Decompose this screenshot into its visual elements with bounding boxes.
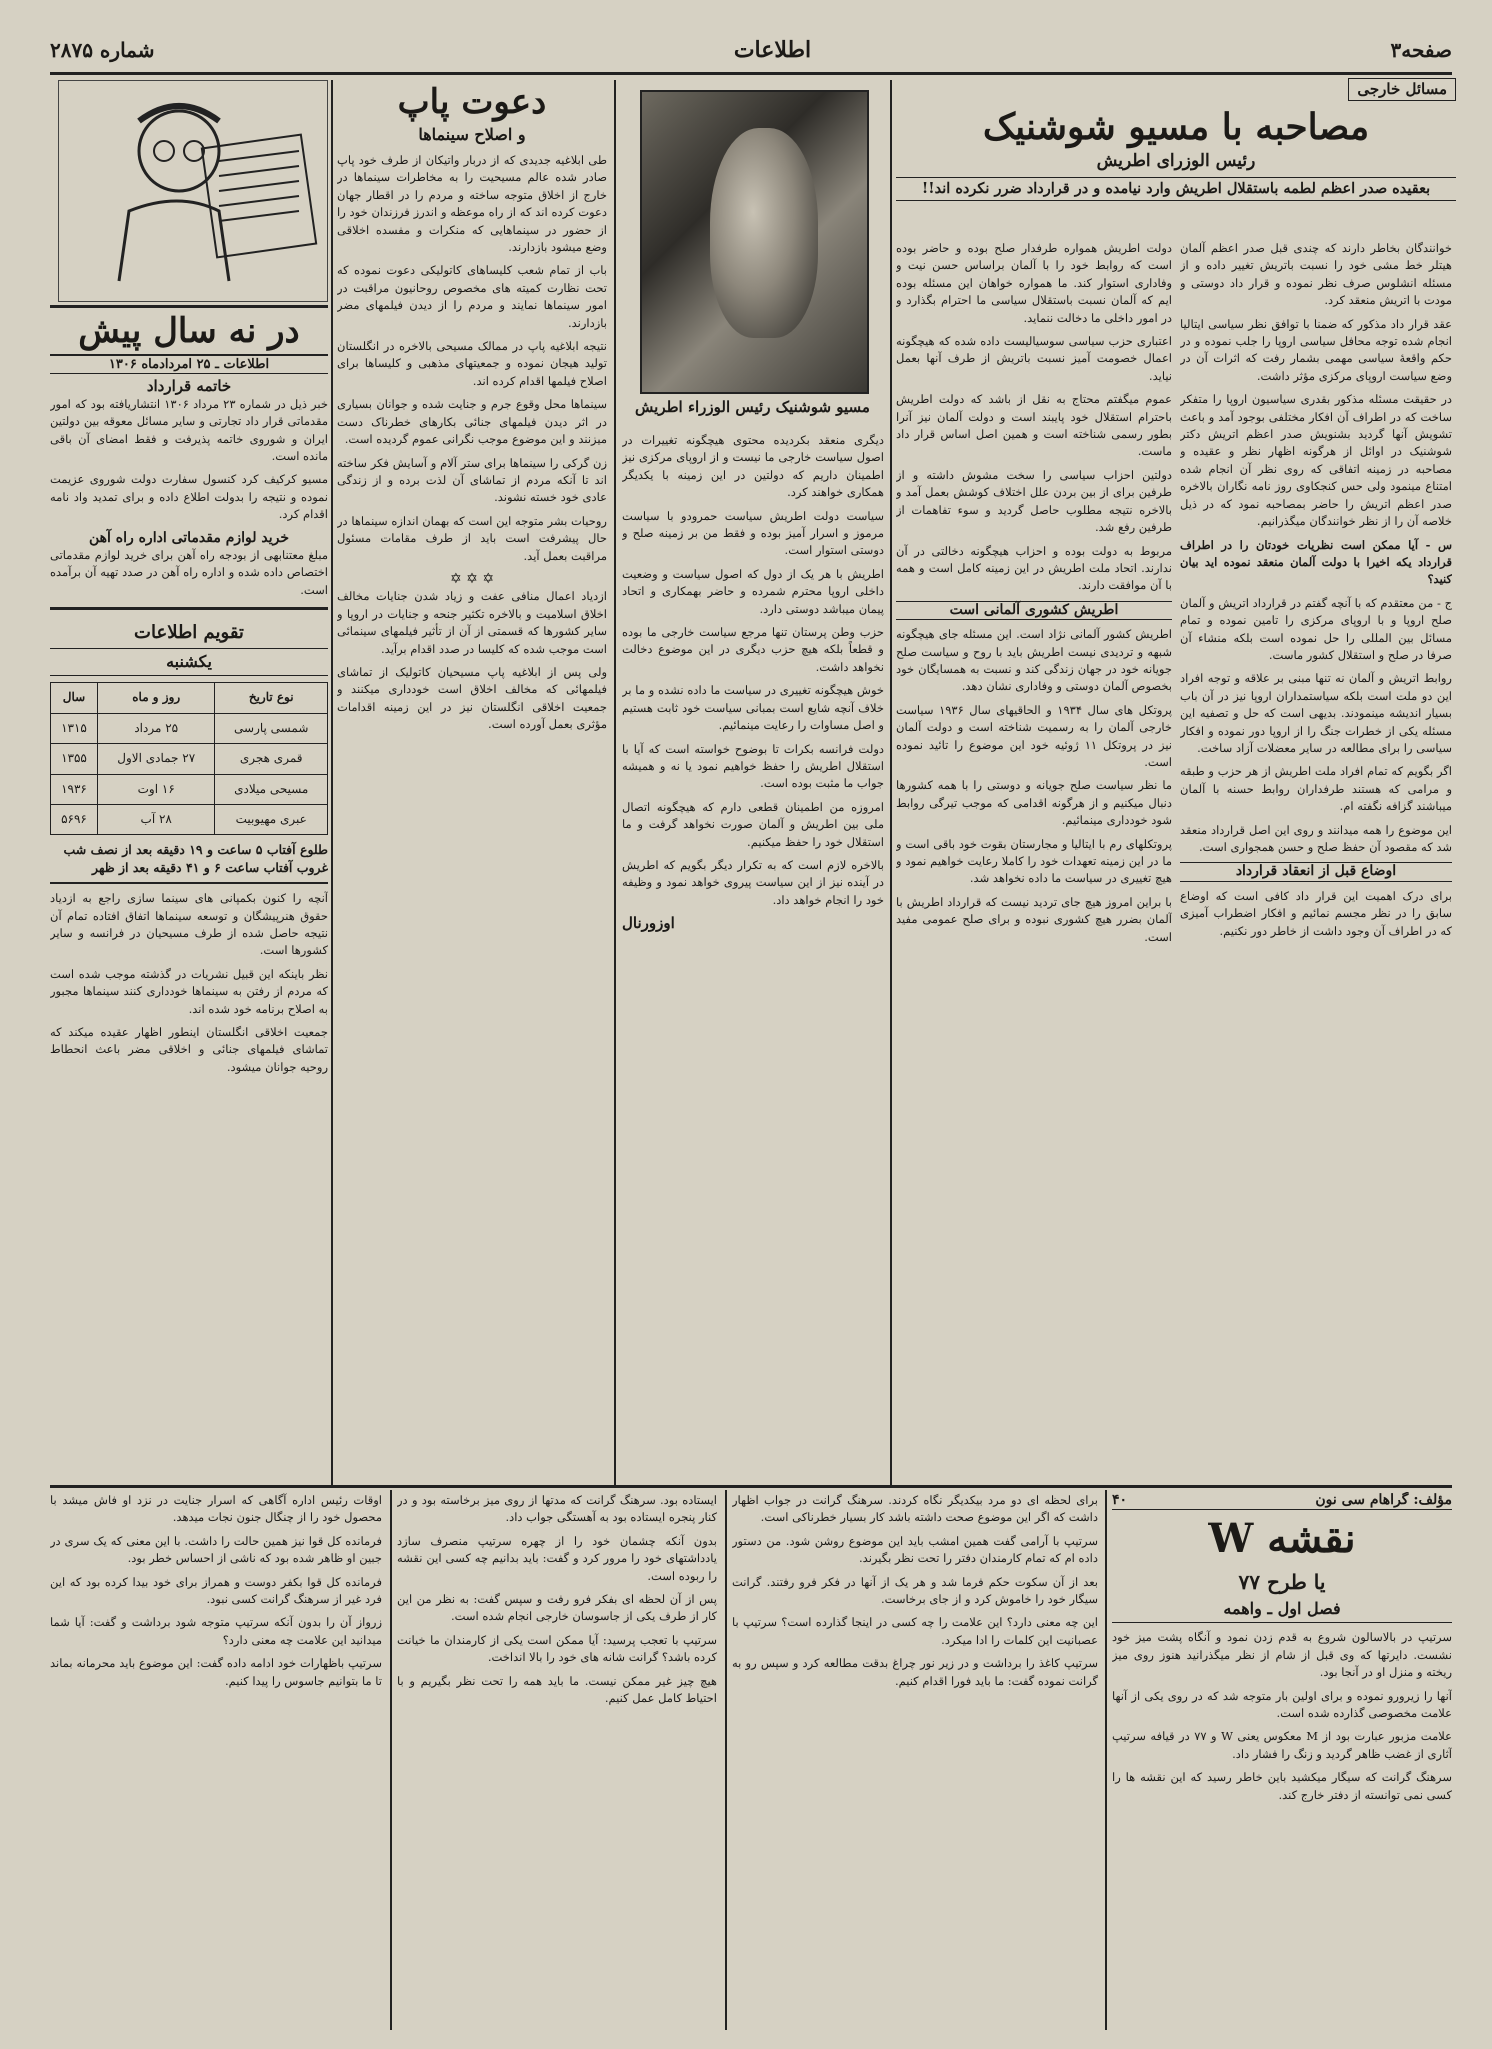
cell: عبری مهیوبیت xyxy=(215,804,328,834)
paragraph: اگر بگویم که تمام افراد ملت اطریش از هر حزب و طبقه و مرامی که هستند طرفداران روابط حسنه با آلمان میباشند گزافه نگفته ام. xyxy=(1180,764,1452,814)
section-rule xyxy=(50,1485,1452,1488)
column-rule xyxy=(890,80,892,1485)
calendar-header: سال xyxy=(51,683,98,713)
paragraph: جمعیت اخلاقی انگلستان اینطور اظهار عقیده میکند که تماشای فیلمهای جنائی و اخلاقی مضر باعث انحطاط روحیه جوانان میشود. xyxy=(50,1024,328,1074)
paragraph: پس از آن لحظه ای بفکر فرو رفت و سپس گفت: به نظر من این کار از طرف یکی از جاسوسان خارجی انجام شده است. xyxy=(397,1592,717,1624)
star-divider: ✡ ✡ ✡ xyxy=(449,570,495,587)
paragraph: سرتیپ با تعجب پرسید: آیا ممکن است یکی از کارمندان ما خیانت کرده باشد؟ گرانت شانه های خود را بالا انداخت. xyxy=(397,1632,717,1665)
column-title: در نه سال پیش xyxy=(50,305,328,356)
paragraph: فرمانده کل قوا نیز همین حالت را داشت. با این معنی که یک سری در جبین او ظاهر شده بود که ناشی از احساس خطر بود. xyxy=(50,1533,382,1566)
portrait-face xyxy=(710,128,818,338)
cell: ۱۹۳۶ xyxy=(51,774,98,804)
column-rule xyxy=(331,80,333,1485)
sunrise: طلوع آفتاب ۵ ساعت و ۱۹ دقیقه بعد از نصف شب xyxy=(63,842,328,858)
calendar-header: نوع تاریخ xyxy=(215,683,328,713)
paragraph: این موضوع را همه میدانند و روی این اصل قرارداد منعقد شد که مقصود آن حفظ صلح و حسن همجواری است. xyxy=(1180,822,1452,854)
calendar-header: روز و ماه xyxy=(97,683,214,713)
section-heading: اطریش کشوری آلمانی است xyxy=(896,601,1172,620)
paragraph: حزب وطن پرستان تنها مرجع سیاست خارجی ما بوده و قطعاً بلکه هیچ حزب دیگری در این موضوع دخالت نخواهد داشت. xyxy=(622,625,884,674)
table-row xyxy=(51,804,328,834)
paragraph: آنها را زیرورو نموده و برای اولین بار متوجه شد که در روی یکی از آنها علامت مخصوصی گذارده شده است. xyxy=(1112,1688,1452,1721)
paragraph: ما نظر سیاست صلح جویانه و دوستی را با همه کشورها دنبال میکنیم و از هرگونه اقدامی که موجب تیرگی روابط شود خودداری مینمائیم. xyxy=(896,778,1172,828)
paragraph: سرتیپ باظهارات خود ادامه داده گفت: این موضوع باید محرمانه بماند تا ما بتوانیم جاسوس را پیدا کنیم. xyxy=(50,1656,382,1688)
section-heading: اوضاع قبل از انعقاد قرارداد xyxy=(1180,862,1452,881)
column-rule xyxy=(725,1490,727,2030)
paragraph: اطریش کشور آلمانی نژاد است. این مسئله جای هیچگونه شبهه و تردیدی نیست اطریش باید با روح و سیاست صلح جویانه خود در جهان زندگی کند و نسبت به همسایگان خود بخصوص آلمان دوستی و وفاداری نشان دهد. xyxy=(896,627,1172,694)
question: س - آیا ممکن است نظریات خودتان را در اطراف قرارداد یکه اخیرا با دولت آلمان منعقد نموده اید بیان کنید؟ xyxy=(1180,537,1452,587)
serial-subtitle: یا طرح ۷۷ xyxy=(1238,1570,1326,1595)
article-subtitle: و اصلاح سینماها xyxy=(418,125,526,144)
paragraph: سرهنگ گرانت که سیگار میکشید باین خاطر رسید که این نقشه ها را کسی نمی توانسته از دفتر خارج کند. xyxy=(1112,1770,1452,1802)
paragraph: ج - من معتقدم که با آنچه گفتم در قرارداد اتریش و آلمان صلح اروپا و با اروپای مرکزی را تامین نموده و تمام مسائل بین المللی را حل نموده است بلکه منشاء آن صرفا در صلح و استقلال کشور ماست. xyxy=(1180,595,1452,662)
serial-chapter: فصل اول ـ واهمه xyxy=(1112,1596,1452,1623)
issue-number: شماره ۲۸۷۵ xyxy=(50,38,155,62)
paragraph: امروزه من اطمینان قطعی دارم که هیچگونه اتصال ملی بین اطریش و آلمان صورت نخواهد گرفت و ما استقلال خود را حفظ میکنیم. xyxy=(622,799,884,849)
paragraph: دولتین احزاب سیاسی را سخت مشوش داشته و از طرفین برای از بین بردن علل اختلاف کوشش بعمل آمد و بالاخره نتیجه مطلوب حاصل گردید و سوء تفاهمات از طرفین رفع شد. xyxy=(896,467,1172,535)
paragraph: بعد از آن سکوت حکم فرما شد و هر یک از آنها در فکر فرو رفتند. گرانت سیگار خود را خاموش کرد و از جای برخاست. xyxy=(732,1574,1098,1607)
calendar-day: یکشنبه xyxy=(50,648,328,676)
interview-heading xyxy=(896,78,1456,238)
paragraph: زن گرکی را سینماها برای ستر آلام و آسایش فکر ساخته اند تا آنکه مردم از تماشای آن لذت برده و از زندگی عادی خود خسته نشوند. xyxy=(337,455,607,505)
cell: ۵۶۹۶ xyxy=(51,804,98,834)
paragraph: دیگری منعقد بکردیده محتوی هیچگونه تغییرات در اصول سیاست خارجی ما نیست و از اروپای مرکزی نیز اطمینان داریم که دولتین در این زمینه با یکدیگر همکاری خواهند کرد. xyxy=(622,433,884,500)
paragraph: برای درک اهمیت این قرار داد کافی است که اوضاع سابق را در نظر مجسم نمائیم و افکار اضطراب آمیزی که در اطراف آن وجود داشت از خاطر دور نکنیم. xyxy=(1180,888,1452,938)
photo-caption: مسیو شوشنیک رئیس الوزراء اطریش xyxy=(635,398,870,416)
paragraph: مربوط به دولت بوده و احزاب هیچگونه دخالتی در آن ندارند. اتحاد ملت اطریش در این زمینه کامل است و همه با آن موافقت دارند. xyxy=(896,543,1172,593)
paragraph: سرتیپ با آرامی گفت همین امشب باید این موضوع روشن شود. من دستور داده ام که تمام کارمندان دفتر را تحت نظر بگیرند. xyxy=(732,1533,1098,1566)
paragraph: پروتکلهای رم با ایتالیا و مجارستان بقوت خود باقی است و ما در این زمینه تعهدات خود را کاملا رعایت خواهیم نمود و هیچ تغییری در سیاست ما داده نخواهد شد. xyxy=(896,836,1172,886)
paragraph: روحیات بشر متوجه این است که بهمان اندازه سینماها در حال پیشرفت است باید از طرف مقامات مسئول مراقبت بعمل آید. xyxy=(337,513,607,563)
paragraph: برای لحظه ای دو مرد بیکدیگر نگاه کردند. سرهنگ گرانت در جواب اظهار داشت که اگر این موضوع صحت داشته باشد کار بسیار خطرناکی است. xyxy=(732,1493,1098,1525)
paragraph: خوش هیچگونه تغییری در سیاست ما داده نشده و ما بر خلاف آنچه شایع است بمبانی سیاست خود ثابت هستیم و اصل مساوات را رعایت مینمائیم. xyxy=(622,683,884,733)
cell: ۲۷ جمادی الاول xyxy=(97,744,214,774)
reader-sketch xyxy=(58,80,328,302)
paragraph: طی ابلاغیه جدیدی که از دربار واتیکان از طرف خود پاپ صادر شده عالم مسیحیت را به مخاطرات سینماها در خارج از اخلاق متوجه ساخته و مردم را در اقطار جهان دعوت کرده اند که از راه موعظه و اندرز فرزندان خود را از حضور در سینماهایی که منکرات و مفسده اخلاقی وضع میشود بازدارند. xyxy=(337,153,607,255)
portrait-photo xyxy=(640,90,869,394)
paragraph: مسیو کرکیف کرد کنسول سفارت دولت شوروی عزیمت نموده و نتیجه را بدولت اطلاع داده و برای تمدید واد نامه اقدام کرد. xyxy=(50,472,328,522)
paragraph: روابط اتریش و آلمان نه تنها مبنی بر علاقه و توجه افراد این دو ملت است بلکه سیاستمداران اروپا نیز در آن باب بسیار اندیشه مینمودند. بدیهی است که حل و تصفیه این مسئله یکی از خطرات جنگ را از اروپا دور نموده و افکار سیاسی را برای مطالعه در سایر معضلات آزاد ساخت. xyxy=(1180,671,1452,755)
cell: قمری هجری xyxy=(215,744,328,774)
paragraph: نتیجه ابلاغیه پاپ در ممالک مسیحی بالاخره در انگلستان تولید هیجان نموده و جمعیتهای مذهبی و کلیساها برای اصلاح فیلمها اقدام کرده اند. xyxy=(337,339,607,388)
serial-col-2 xyxy=(732,1492,1098,2032)
calendar-table xyxy=(50,682,328,835)
paragraph: بالاخره لازم است که به تکرار دیگر بگویم که اطریش در آینده نیز از این سیاست پیروی خواهد نمود و وظیفه خود را انجام خواهد داد. xyxy=(622,857,884,907)
newspaper-reader-icon xyxy=(59,81,327,301)
cell: ۲۸ آب xyxy=(97,804,214,834)
section-heading: خاتمه قرارداد xyxy=(146,377,232,396)
paragraph: اطریش با هر یک از دول که اصول سیاست و وضعیت داخلی اروپا محترم شمرده و حاضر بهمکاری و اتحاد پیمان میباشد دوستی دارد. xyxy=(622,566,884,616)
interview-col-a xyxy=(1180,240,1452,1480)
calendar-title: تقویم اطلاعات xyxy=(134,622,244,644)
page-header xyxy=(50,28,1452,75)
paragraph: این چه معنی دارد؟ این علامت را چه کسی در اینجا گذارده است؟ سرتیپ با عصبانیت این کلمات را ادا میکرد. xyxy=(732,1615,1098,1647)
cell: مسیحی میلادی xyxy=(215,774,328,804)
column-rule xyxy=(1105,1490,1107,2030)
paragraph: هیچ چیز غیر ممکن نیست. ما باید همه را تحت نظر بگیریم و با احتیاط کامل عمل کنیم. xyxy=(397,1673,717,1706)
serial-story xyxy=(1112,1492,1452,2032)
archive-date: اطلاعات ـ ۲۵ امردادماه ۱۳۰۶ xyxy=(50,356,328,374)
paragraph: ازدیاد اعمال منافی عفت و زیاد شدن جنایات مخالف اخلاق اسلامیت و بالاخره تکثیر جنحه و جنایات در اروپا و سایر کشورها که قسمتی از آن از تأثیر فیلمهای سینمائی است موجب شده که کلیسا در صدد اقدام برآید. xyxy=(337,589,607,656)
paragraph: ایستاده بود. سرهنگ گرانت که مدتها از روی میز برخاسته بود و در کنار پنجره ایستاده بود به آهستگی جواب داد. xyxy=(397,1493,717,1525)
paragraph: با براین امروز هیچ جای تردید نیست که قرارداد اطریش با آلمان بضرر هیچ کشوری نبوده و برای صلح عمومی مفید است. xyxy=(896,894,1172,944)
paragraph: آنچه را کنون بکمپانی های سینما سازی راجع به ازدیاد حقوق هنرپیشگان و توسعه سینماها اتفاق افتاده تمام آن نتیجه حاصل شده از طرف مسیحیان در فرانسه و سایر کشورها است. xyxy=(50,891,328,958)
cell: شمسی پارسی xyxy=(215,713,328,743)
article-subtitle: رئیس الوزرای اطریش xyxy=(1096,151,1256,172)
paper-name: اطلاعات xyxy=(733,37,812,63)
paragraph: باب از تمام شعب کلیساهای کاتولیکی دعوت نموده که تحت نظارت کمیته های مخصوص روحانیون مراقبت در امور سینماها نمایند و مردم را از دیدن فیلمهای مضر بازدارند. xyxy=(337,263,607,330)
kicker: مسائل خارجی xyxy=(1348,78,1456,101)
paragraph: ولی پس از ابلاغیه پاپ مسیحیان کاتولیک از تماشای فیلمهائی که مخالف اخلاق است خودداری میکنند و جمعیت اخلاقی انگلستان نیز در این زمینه اقدامات مؤثری بعمل آورده است. xyxy=(337,664,607,732)
section-heading: خرید لوازم مقدماتی اداره راه آهن xyxy=(88,529,290,546)
paragraph: نظر باینکه این قبیل نشریات در گذشته موجب شده است که مردم از رفتن به سینماها خودداری کنند سینماها مجبور به اصلاح برنامه خود شده اند. xyxy=(50,966,328,1016)
cell: ۲۵ مرداد xyxy=(97,713,214,743)
paragraph: اعتباری حزب سیاسی سوسیالیست داده شده که هیچگونه اعمال خصومت آمیز نسبت باتریش از طرف آنها بعمل نیاید. xyxy=(896,334,1172,383)
paragraph: زرواز آن را بدون آنکه سرتیپ متوجه شود برداشت و گفت: آیا شما میدانید این علامت چه معنی دارد؟ xyxy=(50,1615,382,1647)
article-title: دعوت پاپ xyxy=(397,82,547,122)
serial-col-4 xyxy=(50,1492,382,2032)
serial-author: مؤلف: گراهام سی نون xyxy=(1315,1492,1452,1508)
column-rule xyxy=(390,1490,392,2030)
paragraph: عقد قرار داد مذکور که ضمنا با توافق نظر سیاسی ایتالیا انجام شده توجه محافل سیاسی اروپا را جلب نموده و در حکم واقعهٔ سیاسی مهمی بشمار رفت که اثرات آن در وضع سیاست اروپای مرکزی مؤثر داشت. xyxy=(1180,316,1452,383)
sunset: غروب آفتاب ساعت ۶ و ۴۱ دقیقه بعد از ظهر xyxy=(50,859,328,884)
paragraph: مبلغ معتنابهی از بودجه راه آهن برای خرید لوازم مقدماتی اختصاص داده شده و اداره راه آهن در صدد تهیه آن برآمده است. xyxy=(50,548,328,597)
paragraph: سرتیپ کاغذ را برداشت و در زیر نور چراغ بدقت مطالعه کرد و سپس رو به گرانت نموده گفت: ما باید فورا اقدام کنیم. xyxy=(732,1656,1098,1688)
serial-title: نقشه W xyxy=(1208,1515,1356,1563)
table-row xyxy=(51,744,328,774)
paragraph: خوانندگان بخاطر دارند که چندی قبل صدر اعظم آلمان هیتلر خط مشی خود را نسبت باتریش تغییر داده و از مسئله انشلوس صرف نظر نموده و قرار داد دوستی و مودت با اتریش منعقد کرد. xyxy=(1180,241,1452,308)
page-number: صفحه۳ xyxy=(1390,38,1452,62)
cell: ۱۳۱۵ xyxy=(51,713,98,743)
paragraph: علامت مزبور عبارت بود از M معکوس یعنی W و ۷۷ در قیافه سرتیپ آثاری از غضب ظاهر گردید و زنگ را فشار داد. xyxy=(1112,1729,1452,1761)
paragraph: عموم میگفتم محتاج به نقل از باشد که دولت اطریش باحترام استقلال خود پایبند است و دولت آلمان نیز آنرا بطور رسمی شناخته است و همین اصل اساس قرار داد ماست. xyxy=(896,392,1172,459)
serial-col-3 xyxy=(397,1492,717,2032)
paragraph: پروتکل های سال ۱۹۳۴ و الحاقیهای سال ۱۹۳۶ سیاست خارجی آلمان را به رسمیت شناخته است و دولت آلمان نیز در پروتکل ۱۱ ژوئیه خود این موضوع را تائید نموده است. xyxy=(896,702,1172,769)
nine-years-ago xyxy=(50,305,328,1480)
paragraph: سرتیپ در بالاسالون شروع به قدم زدن نمود و آنگاه پشت میز خود نشست. دایرتها که وی قبل از شام از نظر میگذرانید هنوز روی میز ریخته و منزل او در آنجا بود. xyxy=(1112,1630,1452,1680)
paragraph: سیاست دولت اطریش سیاست حمرودو با سیاست مرموز و اسرار آمیز بوده و فقط من بر زمینه صلح و دوستی استوار است. xyxy=(622,508,884,558)
interview-col-c xyxy=(622,432,884,1480)
paragraph: دولت اطریش همواره طرفدار صلح بوده و حاضر بوده است که روابط خود را با آلمان براساس حسن نیت و وفاداری استوار کند. ما همواره خواهان این مسئله بوده ایم که آلمان نسبت باستقلال سیاسی ما احترام بگذارد و در امور داخلی ما دخالت ننماید. xyxy=(896,241,1172,325)
paragraph: دولت فرانسه بکرات تا بوضوح خواسته است که آیا با استقلال اطریش را حفظ خواهیم نمود یا نه و همیشه جواب ما مثبت بوده است. xyxy=(622,741,884,791)
table-row xyxy=(51,713,328,743)
paragraph: سینماها محل وقوع جرم و جنایت شده و جوانان بسیاری در اثر دیدن فیلمهای جنائی بکارهای خطرناک دست میزنند و این موضوع موجب نگرانی عموم گردیده است. xyxy=(337,397,607,447)
article-tagline: بعقیده صدر اعظم لطمه باستقلال اطریش وارد نیامده و در قرارداد ضرر نکرده اند!! xyxy=(896,177,1456,201)
paragraph: فرمانده کل قوا بکفر دوست و همراز برای خود بیدا کرده بود که این فرد غیر از سرهنگ گرانت کسی نبود. xyxy=(50,1574,382,1607)
table-row xyxy=(51,774,328,804)
paragraph: اوقات رئیس اداره آگاهی که اسرار جنایت در نزد او فاش میشد با محصول خود را از چنگال جنون نجات میدهد. xyxy=(50,1493,382,1525)
paragraph: خبر ذیل در شماره ۲۳ مرداد ۱۳۰۶ انتشاریافته بود که امور مقدماتی قرار داد تجارتی و سایر مسائل معوقه بین دولتین ایران و شوروی خاتمه پذیرفت و فقط امضای آن باقی مانده است. xyxy=(50,396,328,464)
serial-page: ۴۰ xyxy=(1112,1492,1128,1508)
cell: ۱۶ اوت xyxy=(97,774,214,804)
column-rule xyxy=(614,80,616,1485)
signature: اوزورنال xyxy=(622,914,675,933)
paragraph: بدون آنکه چشمان خود را از چهره سرتیپ منصرف سازد یادداشتهای خود را مرور کرد و گفت: باید بدانیم چه کسی این نقشه را ربوده است. xyxy=(397,1533,717,1583)
pope-article xyxy=(337,80,607,1480)
interview-col-b xyxy=(896,240,1172,1480)
paragraph: در حقیقت مسئله مذکور بقدری سیاسیون اروپا را متفکر ساخت که در اطراف آن افکار مختلفی بوجود آمد و باعث تشویش آنها گردید بشنویش صدر اعظم اتریش دکتر شوشنیک در اوائل از هرگونه اظهار نظر و عقیده و مصاحبه در زمینه اتفاقی که روی نظر آن انجام شده امتناع مینمود ولی حس کنجکاوی روز نامه نگاران بالاخره صدر اعظم اتریش را حاضر بمصاحبه نمود که در ذیل خلاصه آن را از نظر خوانندگان میگذرانیم. xyxy=(1180,392,1452,529)
cell: ۱۳۵۵ xyxy=(51,744,98,774)
article-title: مصاحبه با مسیو شوشنیک xyxy=(982,106,1370,149)
